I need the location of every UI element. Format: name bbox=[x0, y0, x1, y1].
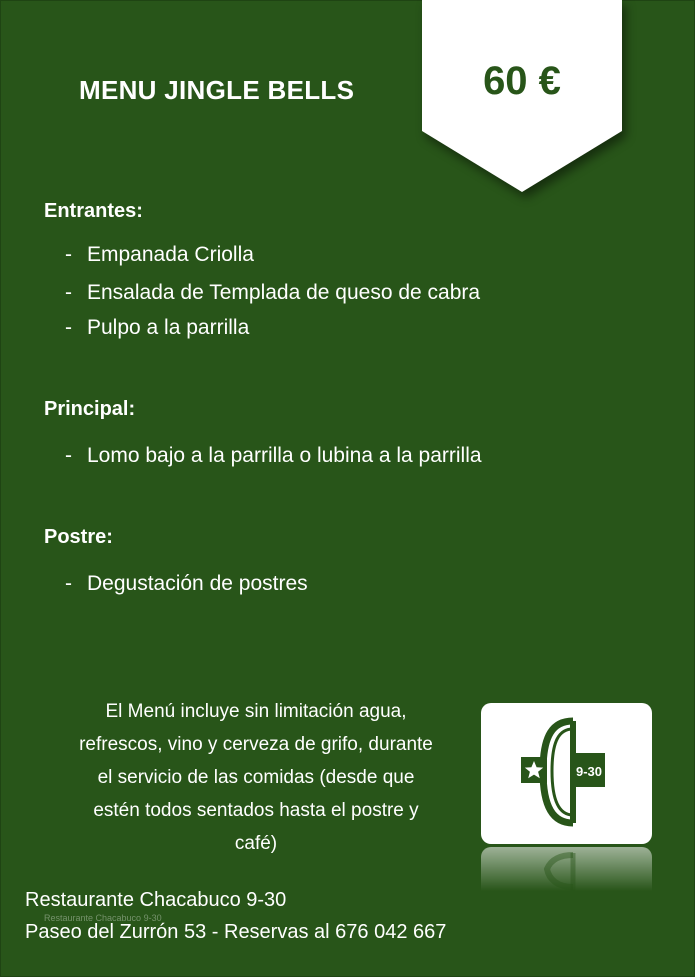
dish-item bbox=[65, 444, 482, 468]
notice-line: café) bbox=[234, 833, 278, 854]
section-title-entrantes: Entrantes: bbox=[44, 200, 143, 222]
dish-item bbox=[65, 572, 308, 596]
menu-price: 60 € bbox=[483, 59, 561, 103]
bullet: - bbox=[65, 572, 72, 595]
restaurant-name: Restaurante Chacabuco 9-30 bbox=[25, 889, 287, 911]
dish-item bbox=[65, 281, 480, 305]
bullet: - bbox=[65, 281, 72, 304]
dish-label: Pulpo a la parrilla bbox=[87, 316, 250, 339]
dish-label: Ensalada de Templada de queso de cabra bbox=[87, 281, 481, 304]
bullet: - bbox=[65, 316, 72, 339]
dish-label: Degustación de postres bbox=[87, 572, 308, 595]
section-title-postre: Postre: bbox=[44, 526, 113, 548]
dish-label: Lomo bajo a la parrilla o lubina a la parrilla bbox=[87, 444, 482, 467]
notice-line: El Menú incluye sin limitación agua, bbox=[105, 701, 407, 722]
menu-notice bbox=[41, 695, 471, 860]
restaurant-logo bbox=[481, 703, 652, 844]
notice-line: estén todos sentados hasta el postre y bbox=[93, 800, 419, 821]
bullet: - bbox=[65, 243, 72, 266]
menu-title: MENU JINGLE BELLS bbox=[79, 75, 355, 105]
section-title-principal: Principal: bbox=[44, 398, 136, 420]
logo-graphic bbox=[481, 703, 652, 844]
dish-item bbox=[65, 243, 254, 267]
notice-line: el servicio de las comidas (desde que bbox=[97, 767, 415, 788]
logo-text: 9-30 bbox=[575, 764, 603, 779]
watermark-text: Restaurante Chacabuco 9-30 bbox=[44, 913, 162, 923]
dish-item bbox=[65, 316, 249, 340]
restaurant-address: Paseo del Zurrón 53 - Reservas al 676 042 667 bbox=[25, 921, 447, 943]
logo-reflection bbox=[481, 847, 652, 891]
dish-label: Empanada Criolla bbox=[87, 243, 254, 266]
notice-line: refrescos, vino y cerveza de grifo, durante bbox=[79, 734, 433, 755]
bullet: - bbox=[65, 444, 72, 467]
